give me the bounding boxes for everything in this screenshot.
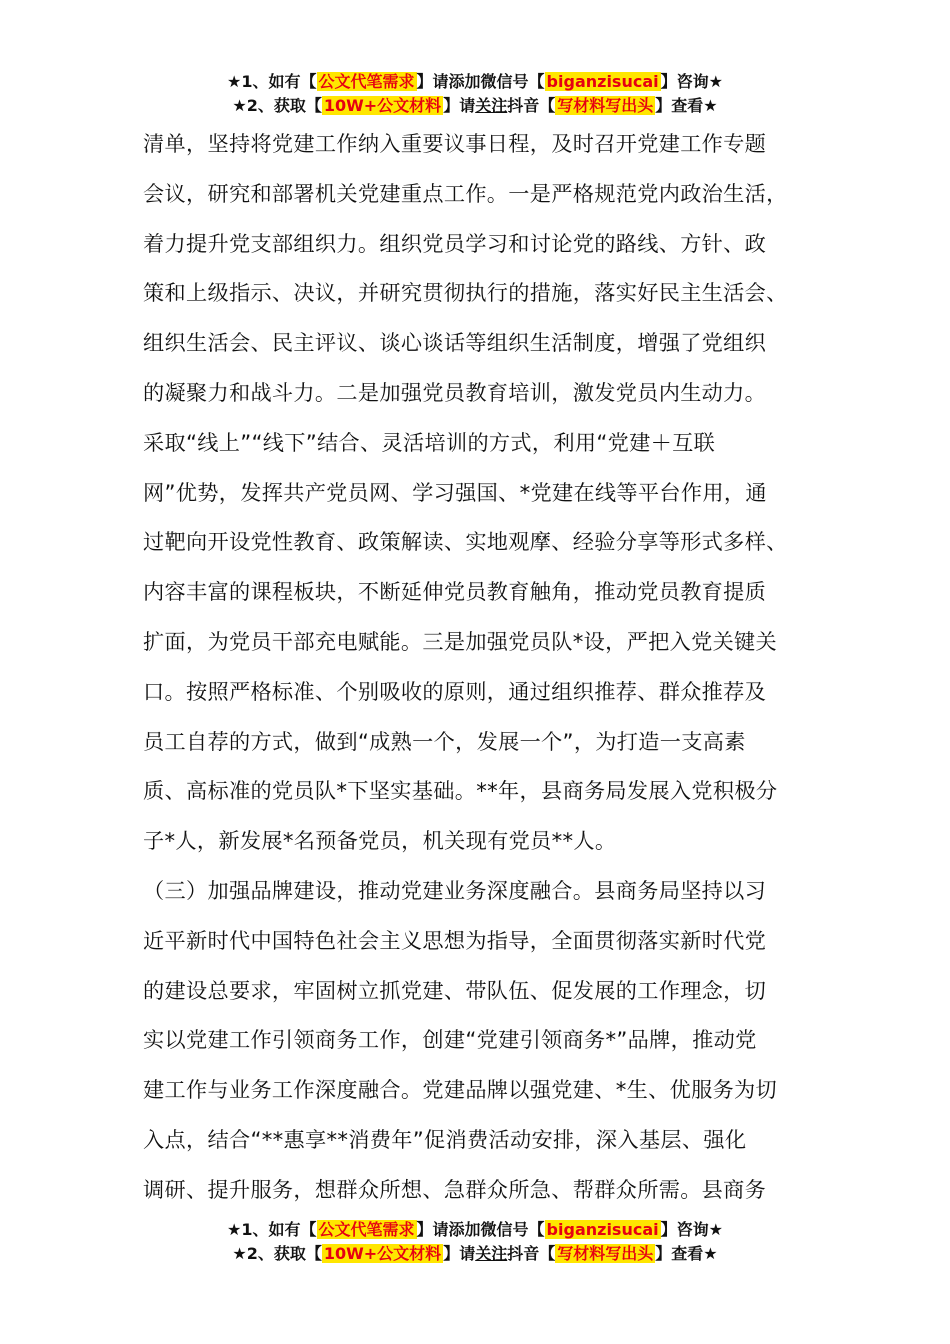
text-line: 调研、提升服务，想群众所想、急群众所急、帮群众所需。县商务: [143, 1176, 767, 1202]
text-line: 近平新时代中国特色社会主义思想为指导，全面贯彻落实新时代党: [143, 927, 767, 953]
text-line: 实以党建工作引领商务工作，创建“党建引领商务*”品牌，推动党: [143, 1027, 757, 1053]
banner-text: 抖音【: [507, 96, 556, 115]
banner-text: 】咨询★: [660, 72, 723, 91]
text-line: 质、高标准的党员队*下坚实基础。**年，县商务局发展入党积极分: [143, 778, 778, 804]
text-line: 会议，研究和部署机关党建重点工作。一是严格规范党内政治生活，: [143, 180, 788, 206]
text-line: 采取“线上”“线下”结合、灵活培训的方式，利用“党建＋互联: [143, 429, 716, 455]
text-line: 入点，结合“**惠享**消费年”促消费活动安排，深入基层、强化: [143, 1126, 747, 1152]
bottom-banner: [0, 1218, 950, 1266]
document-body: [143, 127, 843, 1223]
highlight-ghostwriting: 公文代笔需求: [318, 1220, 415, 1239]
banner-line-1: [0, 70, 950, 94]
banner-text: 】请: [443, 1244, 476, 1263]
banner-line-1: [0, 1218, 950, 1242]
text-line: 内容丰富的课程板块，不断延伸党员教育触角，推动党员教育提质: [143, 579, 767, 605]
banner-text: 】请添加微信号【: [416, 72, 545, 91]
banner-text: ★1、如有【: [227, 72, 317, 91]
banner-text: 】咨询★: [660, 1220, 723, 1239]
highlight-douyin-account: 写材料写出头: [557, 96, 654, 115]
text-line: 员工自荐的方式，做到“成熟一个，发展一个”，为打造一支高素: [143, 728, 746, 754]
banner-text: ★1、如有【: [227, 1220, 317, 1239]
follow-link[interactable]: 关注: [475, 96, 508, 115]
highlight-materials: 10W+公文材料: [323, 96, 442, 115]
banner-text: 抖音【: [507, 1244, 556, 1263]
text-line: 清单，坚持将党建工作纳入重要议事日程，及时召开党建工作专题: [143, 131, 767, 156]
banner-text: 】请: [443, 96, 476, 115]
banner-text: ★2、获取【: [232, 1244, 322, 1263]
text-line: 建工作与业务工作深度融合。党建品牌以强党建、*生、优服务为切: [143, 1077, 778, 1103]
banner-text: 】请添加微信号【: [416, 1220, 545, 1239]
highlight-materials: 10W+公文材料: [323, 1244, 442, 1263]
banner-line-2: [0, 1242, 950, 1266]
highlight-ghostwriting: 公文代笔需求: [318, 72, 415, 91]
banner-text: ★2、获取【: [232, 96, 322, 115]
text-line: 着力提升党支部组织力。组织党员学习和讨论党的路线、方针、政: [143, 230, 767, 256]
text-line: 组织生活会、民主评议、谈心谈话等组织生活制度，增强了党组织: [143, 330, 767, 356]
banner-text: 】查看★: [655, 1244, 718, 1263]
top-banner: [0, 70, 950, 118]
text-line: 策和上级指示、决议，并研究贯彻执行的措施，落实好民主生活会、: [143, 280, 788, 306]
text-line: 过靶向开设党性教育、政策解读、实地观摩、经验分享等形式多样、: [143, 529, 788, 555]
text-line: 网”优势，发挥共产党员网、学习强国、*党建在线等平台作用，通: [143, 479, 767, 505]
section-heading-line: （三）加强品牌建设，推动党建业务深度融合。县商务局坚持以习: [143, 877, 767, 903]
highlight-wechat-id: biganzisucai: [546, 1220, 659, 1239]
text-line: 的凝聚力和战斗力。二是加强党员教育培训，激发党员内生动力。: [143, 379, 767, 405]
text-line: 子*人，新发展*名预备党员，机关现有党员**人。: [143, 828, 617, 854]
banner-line-2: [0, 94, 950, 118]
highlight-douyin-account: 写材料写出头: [557, 1244, 654, 1263]
follow-link[interactable]: 关注: [475, 1244, 508, 1263]
highlight-wechat-id: biganzisucai: [546, 72, 659, 91]
text-line: 扩面，为党员干部充电赋能。三是加强党员队*设，严把入党关键关: [143, 628, 778, 654]
banner-text: 】查看★: [655, 96, 718, 115]
text-line: 的建设总要求，牢固树立抓党建、带队伍、促发展的工作理念，切: [143, 977, 767, 1003]
text-line: 口。按照严格标准、个别吸收的原则，通过组织推荐、群众推荐及: [143, 678, 767, 704]
